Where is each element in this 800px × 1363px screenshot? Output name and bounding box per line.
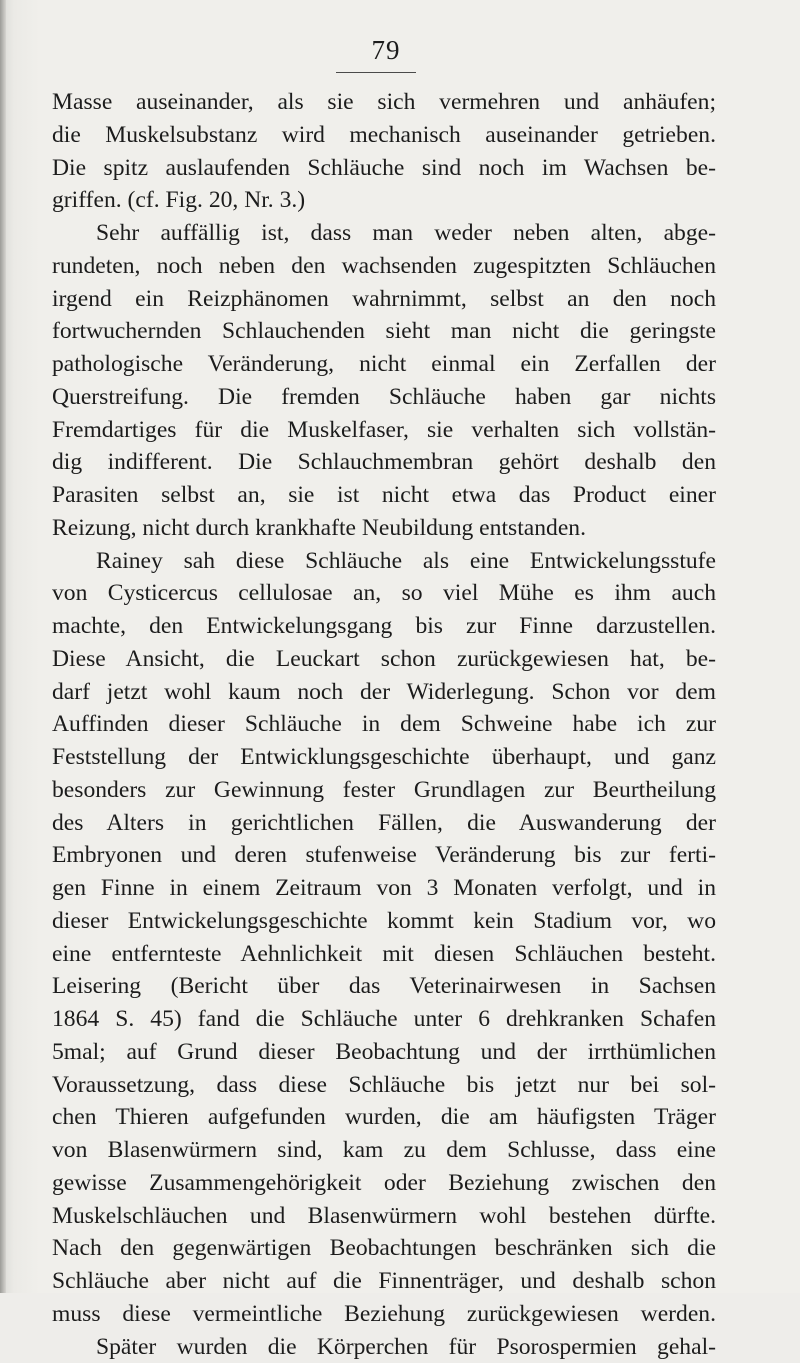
- text-line: Masse auseinander, als sie sich vermehren und anhäufen;: [52, 86, 716, 119]
- text-line: Fremdartiges für die Muskelfaser, sie verhalten sich vollstän-: [52, 414, 716, 447]
- text-line: gewisse Zusammengehörigkeit oder Beziehung zwischen den: [52, 1167, 716, 1200]
- text-line: Voraussetzung, dass diese Schläuche bis jetzt nur bei sol-: [52, 1069, 716, 1102]
- text-line: pathologische Veränderung, nicht einmal ein Zerfallen der: [52, 348, 716, 381]
- text-line: Reizung, nicht durch krankhafte Neubildung entstanden.: [52, 512, 716, 545]
- text-line: rundeten, noch neben den wachsenden zugespitzten Schläuchen: [52, 250, 716, 283]
- text-line: besonders zur Gewinnung fester Grundlagen zur Beurtheilung: [52, 774, 716, 807]
- text-line: von Cysticercus cellulosae an, so viel Mühe es ihm auch: [52, 577, 716, 610]
- text-line: Muskelschläuchen und Blasenwürmern wohl bestehen dürfte.: [52, 1200, 716, 1233]
- text-line: Feststellung der Entwicklungsgeschichte überhaupt, und ganz: [52, 741, 716, 774]
- text-line: fortwuchernden Schlauchenden sieht man nicht die geringste: [52, 315, 716, 348]
- text-line: Die spitz auslaufenden Schläuche sind noch im Wachsen be-: [52, 152, 716, 185]
- text-line: chen Thieren aufgefunden wurden, die am häufigsten Träger: [52, 1101, 716, 1134]
- text-line: Schläuche aber nicht auf die Finnenträger, und deshalb schon: [52, 1265, 716, 1298]
- text-line: darf jetzt wohl kaum noch der Widerlegung. Schon vor dem: [52, 676, 716, 709]
- text-line: Leisering (Bericht über das Veterinairwesen in Sachsen: [52, 970, 716, 1003]
- text-line: des Alters in gerichtlichen Fällen, die Auswanderung der: [52, 807, 716, 840]
- text-line: griffen. (cf. Fig. 20, Nr. 3.): [52, 184, 716, 217]
- text-line: Auffinden dieser Schläuche in dem Schweine habe ich zur: [52, 708, 716, 741]
- text-line: von Blasenwürmern sind, kam zu dem Schlusse, dass eine: [52, 1134, 716, 1167]
- text-line: dig indifferent. Die Schlauchmembran gehört deshalb den: [52, 446, 716, 479]
- body-text: [52, 86, 716, 1363]
- text-line: 5mal; auf Grund dieser Beobachtung und der irrthümlichen: [52, 1036, 716, 1069]
- page-number: 79: [356, 34, 416, 66]
- text-line: dieser Entwickelungsgeschichte kommt kein Stadium vor, wo: [52, 905, 716, 938]
- text-line: Nach den gegenwärtigen Beobachtungen beschränken sich die: [52, 1232, 716, 1265]
- page-gutter-shadow: [0, 0, 6, 1293]
- text-line: Diese Ansicht, die Leuckart schon zurückgewiesen hat, be-: [52, 643, 716, 676]
- text-line: Embryonen und deren stufenweise Veränderung bis zur ferti-: [52, 839, 716, 872]
- text-line: Später wurden die Körperchen für Psorospermien gehal-: [52, 1331, 716, 1363]
- text-line: muss diese vermeintliche Beziehung zurückgewiesen werden.: [52, 1298, 716, 1331]
- text-line: Rainey sah diese Schläuche als eine Entwickelungsstufe: [52, 545, 716, 578]
- page-number-rule: [336, 72, 416, 73]
- text-line: machte, den Entwickelungsgang bis zur Finne darzustellen.: [52, 610, 716, 643]
- text-line: Sehr auffällig ist, dass man weder neben alten, abge-: [52, 217, 716, 250]
- text-line: Parasiten selbst an, sie ist nicht etwa das Product einer: [52, 479, 716, 512]
- text-line: Querstreifung. Die fremden Schläuche haben gar nichts: [52, 381, 716, 414]
- text-line: eine entfernteste Aehnlichkeit mit diesen Schläuchen besteht.: [52, 938, 716, 971]
- text-line: 1864 S. 45) fand die Schläuche unter 6 drehkranken Schafen: [52, 1003, 716, 1036]
- text-line: die Muskelsubstanz wird mechanisch auseinander getrieben.: [52, 119, 716, 152]
- text-line: gen Finne in einem Zeitraum von 3 Monaten verfolgt, und in: [52, 872, 716, 905]
- text-line: irgend ein Reizphänomen wahrnimmt, selbst an den noch: [52, 283, 716, 316]
